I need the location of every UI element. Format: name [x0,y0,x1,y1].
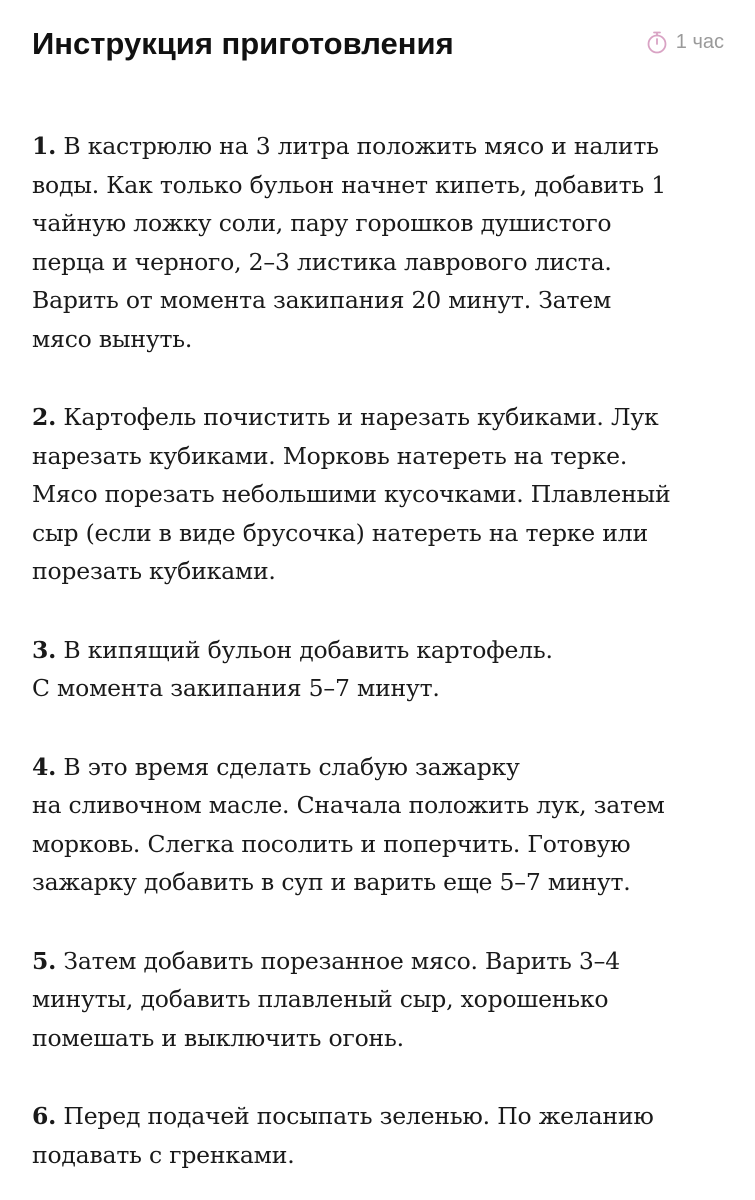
step-text-line: В это время сделать слабую зажарку [63,752,520,781]
step-text-line: В кипящий бульон добавить картофель. [63,635,553,664]
step-text-line: минуты, добавить плавленый сыр, хорошенько [32,985,609,1013]
step-text-line: на сливочном масле. Сначала положить лук, затем [32,791,665,819]
step-text-line: помешать и выключить огонь. [32,1023,404,1052]
steps-list [32,127,732,1174]
step-text-line: Варить от момента закипания 20 минут. Затем [32,286,612,314]
step-number: 6. [32,1102,57,1130]
step-text-line: зажарку добавить в суп и варить еще 5–7 минут. [32,868,631,896]
step-number: 3. [32,635,57,664]
cooking-time [646,30,724,54]
page-title: Инструкция приготовления [32,26,454,61]
step-text-line: С момента закипания 5–7 минут. [32,674,440,702]
cooking-time-label: 1 час [675,30,724,53]
step-5 [32,942,732,1058]
step-text-line: Затем добавить порезанное мясо. Варить 3–4 [63,946,620,975]
step-text-line: порезать кубиками. [32,557,276,585]
step-2 [32,398,732,591]
step-text-line: морковь. Слегка посолить и поперчить. Готовую [32,829,631,858]
step-number: 5. [32,946,57,975]
step-6 [32,1097,732,1174]
instructions-header [32,22,732,72]
step-text-line: Мясо порезать небольшими кусочками. Плавленый [32,480,671,508]
step-1 [32,127,732,358]
recipe-instructions [32,22,732,1174]
step-text-line: В кастрюлю на 3 литра положить мясо и налить [63,132,659,160]
step-3 [32,631,732,708]
step-text-line: нарезать кубиками. Морковь натереть на терке. [32,441,628,470]
step-text-line: Картофель почистить и нарезать кубиками. Лук [63,403,659,431]
step-text-line: перца и черного, 2–3 листика лаврового листа. [32,247,612,276]
step-text-line: Перед подачей посыпать зеленью. По желанию [63,1102,654,1130]
step-text-line: мясо вынуть. [32,324,193,353]
step-text-line: чайную ложку соли, пару горошков душистого [32,209,612,237]
step-text-line: сыр (если в виде брусочка) натереть на терке или [32,518,648,547]
step-4 [32,748,732,902]
step-text-line: подавать с гренками. [32,1140,295,1169]
step-number: 4. [32,752,57,781]
step-number: 1. [32,132,57,160]
stopwatch-icon [646,30,668,54]
step-number: 2. [32,403,57,431]
step-text-line: воды. Как только бульон начнет кипеть, добавить 1 [32,170,666,199]
